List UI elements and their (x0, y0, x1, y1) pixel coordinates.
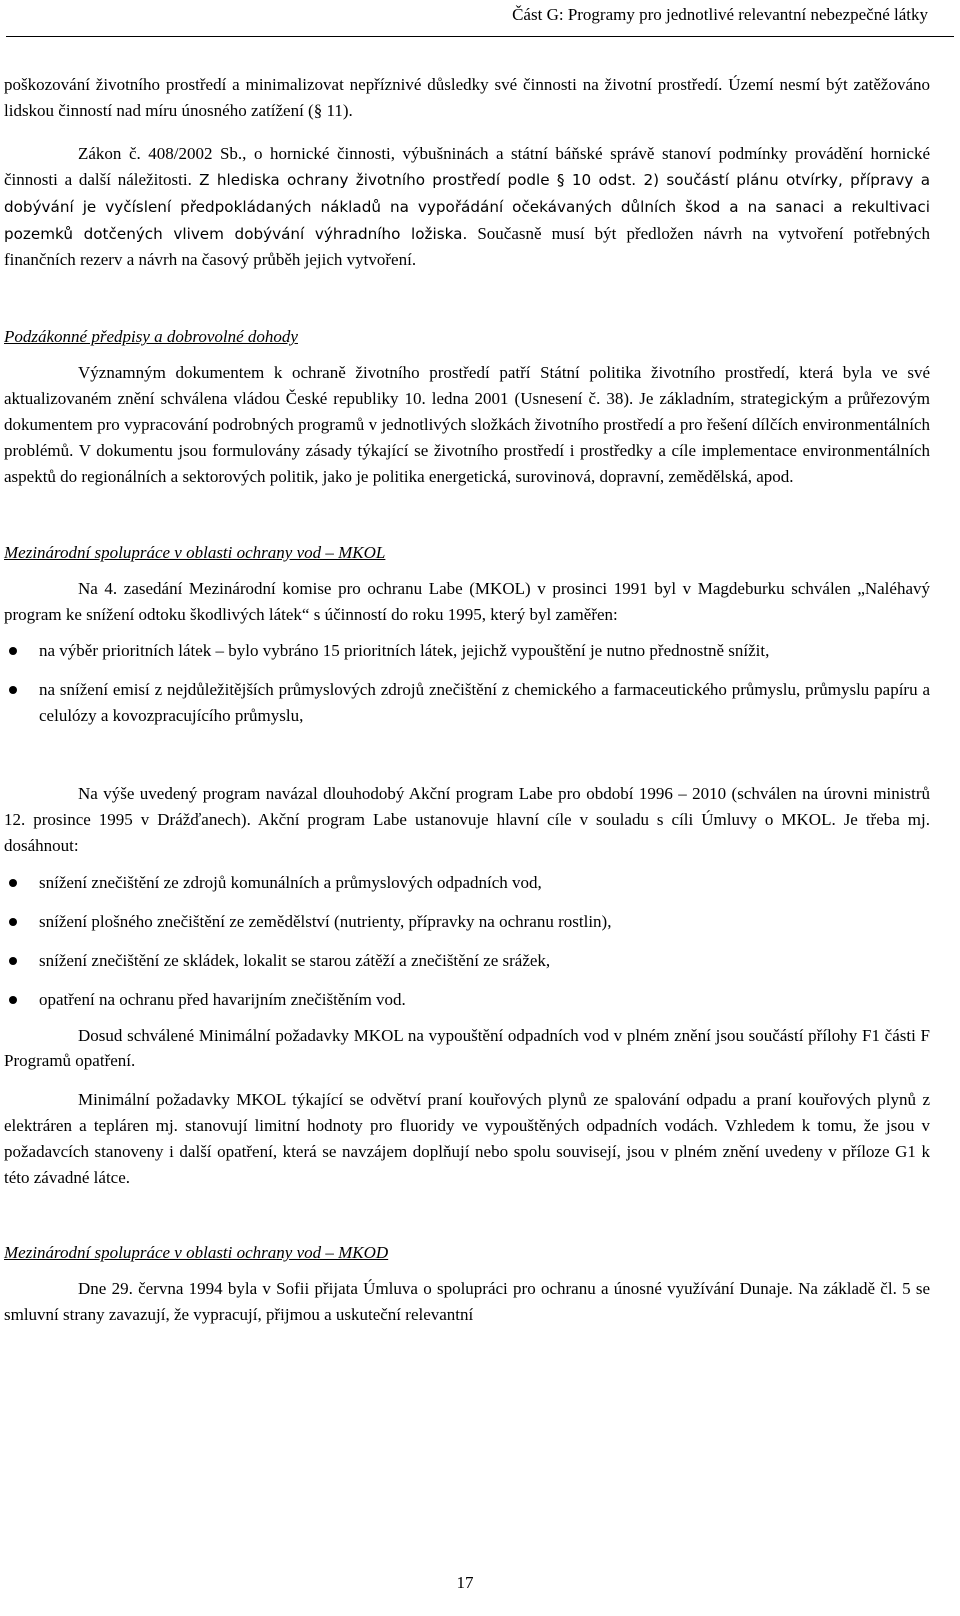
list-item-text: na výběr prioritních látek – bylo vybráno 15 prioritních látek, jejichž vypouštění je nutno přednostně snížit, (39, 640, 770, 660)
list-item (4, 638, 930, 664)
paragraph: Dosud schválené Minimální požadavky MKOL na vypouštění odpadních vod v plném znění jsou součástí přílohy F1 části F Programů opatření. (4, 1025, 930, 1071)
page-body (4, 72, 930, 1328)
list-item (4, 987, 930, 1013)
paragraph-text: Zákon č. 408/2002 Sb., o hornické činnosti, výbušninách a státní báňské správě stanoví podmínky provádění hornické činnosti a další náležitosti. (4, 143, 930, 189)
bullet-list (4, 870, 930, 1013)
paragraph: Na 4. zasedání Mezinárodní komise pro ochranu Labe (MKOL) v prosinci 1991 byl v Magdeburku schválen „Naléhavý program ke snížení odtoku škodlivých látek“ s účinností do roku 1995, který byl zaměřen: (4, 578, 930, 624)
list-item (4, 870, 930, 896)
list-item-text: snížení plošného znečištění ze zemědělství (nutrienty, přípravky na ochranu rostlin), (39, 911, 612, 931)
running-header: Část G: Programy pro jednotlivé relevantní nebezpečné látky (512, 5, 928, 24)
list-item (4, 948, 930, 974)
paragraph: poškozování životního prostředí a minimalizovat nepříznivé důsledky své činnosti na životní prostředí. Území nesmí být zatěžováno lidskou činností nad míru únosného zatížení (§ 11). (4, 75, 930, 120)
paragraph: Minimální požadavky MKOL týkající se odvětví praní kouřových plynů ze spalování odpadu a praní kouřových plynů z elektráren a tepláren mj. stanovují limitní hodnoty pro fluoridy ve vypouštěných odpadních vodách. Vzhledem k tomu, že jsou v požadavcích stanoveny i další opatření, která se navzájem doplňují nebo spolu souvisejí, jsou v plném znění uvedeny v příloze G1 k této závadné látce. (4, 1090, 930, 1188)
paragraph: Na výše uvedený program navázal dlouhodobý Akční program Labe pro období 1996 – 2010 (schválen na úrovni ministrů 12. prosince 1995 v Drážďanech). Akční program Labe ustanovuje hlavní cíle v souladu s cíli Úmluvy o MKOL. Je třeba mj. dosáhnout: (4, 784, 930, 856)
list-item (4, 677, 930, 729)
list-item-text: snížení znečištění ze zdrojů komunálních a průmyslových odpadních vod, (39, 872, 542, 892)
bullet-icon (9, 957, 17, 965)
paragraph (4, 141, 930, 274)
paragraph: Významným dokumentem k ochraně životního prostředí patří Státní politika životního prostředí, která byla ve své aktualizovaném znění schválena vládou České republiky 10. ledna 2001 (Usnesení č. 38). Je základním, strategickým a průřezovým dokumentem pro vypracování podrobných programů v jednotlivých složkách životního prostředí a pro řešení dílčích environmentálních problémů. V dokumentu jsou formulovány zásady týkající se životního prostředí i prostředky a cíle implementace environmentálních aspektů do regionálních a sektorových politik, jako je politika energetická, surovinová, dopravní, zemědělská, apod. (4, 363, 930, 486)
section-heading: Mezinárodní spolupráce v oblasti ochrany vod – MKOD (4, 1243, 389, 1262)
section-heading: Mezinárodní spolupráce v oblasti ochrany vod – MKOL (4, 542, 386, 562)
list-item-text: na snížení emisí z nejdůležitějších průmyslových zdrojů znečištění z chemického a farmaceutického průmyslu, průmyslu papíru a celulózy a kovozpracujícího průmyslu, (39, 680, 930, 726)
page-number: 17 (456, 1573, 474, 1592)
paragraph-text: Z hlediska ochrany životního prostředí podle § 10 odst. 2) součástí plánu otvírky, přípravy a dobývání je vyčíslení předpokládaných nákladů na vypořádání očekávaných důlních škod a na sanaci a rekultivaci pozemků dotčených vlivem dobývání výhradního ložiska. (4, 170, 931, 243)
bullet-icon (9, 918, 17, 926)
paragraph-text: Současně musí být předložen návrh na vytvoření potřebných finančních rezerv a návrh na časový průběh jejich vytvoření. (4, 223, 930, 270)
paragraph: Dne 29. června 1994 byla v Sofii přijata Úmluva o spolupráci pro ochranu a únosné využívání Dunaje. Na základě čl. 5 se smluvní strany zavazují, že vypracují, přijmou a uskuteční relevantní (4, 1278, 930, 1324)
bullet-icon (9, 996, 17, 1004)
bullet-icon (9, 879, 17, 887)
header-rule (6, 36, 954, 37)
bullet-icon (9, 686, 17, 694)
bullet-icon (9, 647, 17, 655)
list-item-text: snížení znečištění ze skládek, lokalit se starou zátěží a znečištění ze srážek, (39, 950, 551, 970)
bullet-list (4, 638, 930, 730)
list-item-text: opatření na ochranu před havarijním znečištěním vod. (39, 989, 406, 1009)
list-item (4, 909, 930, 935)
section-heading: Podzákonné předpisy a dobrovolné dohody (4, 327, 298, 347)
